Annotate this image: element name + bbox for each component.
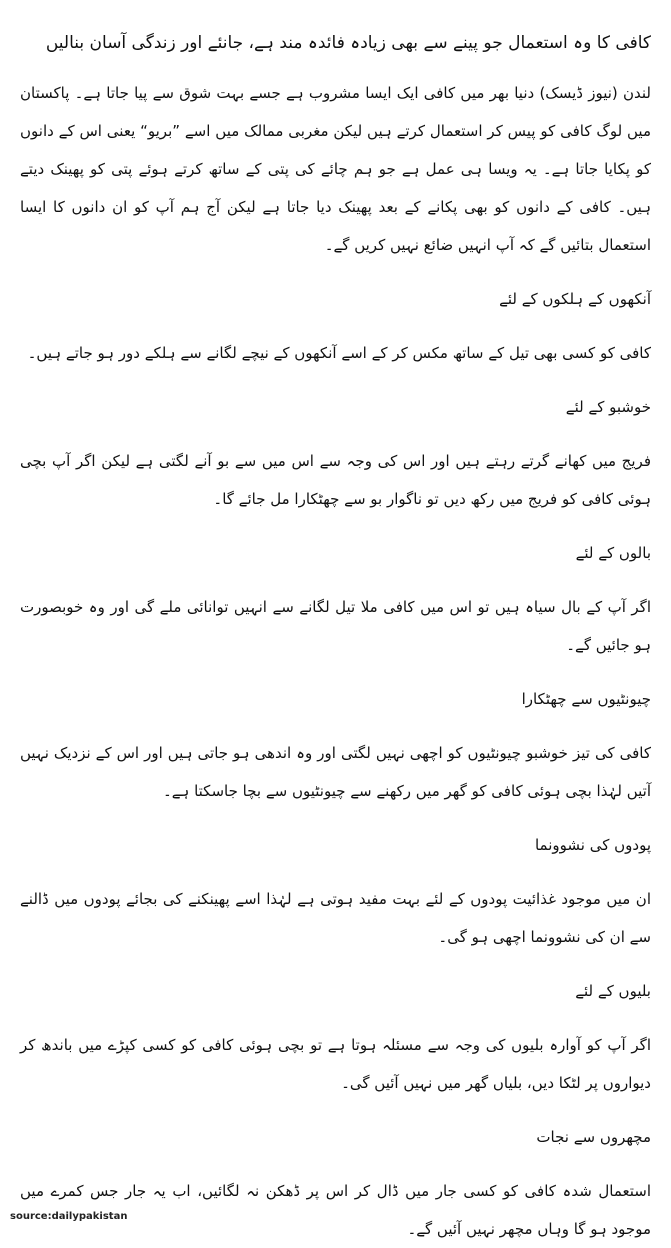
section-heading-eye-circles: آنکھوں کے ہلکوں کے لئے xyxy=(499,290,651,308)
intro-paragraph: لندن (نیوز ڈیسک) دنیا بھر میں کافی ایک ایسا مشروب ہے جسے بہت شوق سے پیا جاتا ہے۔ پاکستان میں لوگ کافی کو پیس کر استعمال کرتے ہیں لیکن مغربی ممالک میں اسے ”بریو“ یعنی اس کے دانوں کو پکایا جاتا ہے۔ یہ ویسا ہی عمل ہے جو ہم چائے کی پتی کے ساتھ کرتے ہوئے پتی کو پھینک دیتے ہیں۔ کافی کے دانوں کو بھی پکانے کے بعد پھینک دیا جاتا ہے لیکن آج ہم آپ کو ان دانوں کا ایسا استعمال بتائیں گے کہ آپ انہیں ضائع نہیں کریں گے۔ xyxy=(20,84,651,254)
section-body-plants: ان میں موجود غذائیت پودوں کے لئے بہت مفید ہوتی ہے لہٰذا اسے پھینکنے کی بجائے پودوں میں ڈالنے سے ان کی نشوونما اچھی ہو گی۔ xyxy=(20,890,651,946)
section-heading-cats: بلیوں کے لئے xyxy=(575,982,651,1000)
section-heading-hair: بالوں کے لئے xyxy=(575,544,651,562)
section-body-hair: اگر آپ کے بال سیاہ ہیں تو اس میں کافی ملا تیل لگانے سے انہیں توانائی ملے گی اور وہ خوبصورت ہو جائیں گے۔ xyxy=(20,598,651,654)
section-heading-mosquitoes: مچھروں سے نجات xyxy=(536,1128,651,1146)
section-heading-plants: پودوں کی نشوونما xyxy=(534,836,651,854)
section-heading-fragrance: خوشبو کے لئے xyxy=(565,398,651,416)
section-body-cats: اگر آپ کو آوارہ بلیوں کی وجہ سے مسئلہ ہوتا ہے تو بچی ہوئی کافی کو کسی کپڑے میں باندھ کر دیواروں پر لٹکا دیں، بلیاں گھر میں نہیں آئیں گی۔ xyxy=(20,1036,651,1092)
section-body-fragrance: فریج میں کھانے گرتے رہتے ہیں اور اس کی وجہ سے اس میں سے بو آنے لگتی ہے لیکن اگر آپ بچی ہوئی کافی کو فریج میں رکھ دیں تو ناگوار بو سے چھٹکارا مل جائے گا۔ xyxy=(20,452,651,508)
source-credit: source:dailypakistan xyxy=(10,1211,128,1222)
section-body-mosquitoes: استعمال شدہ کافی کو کسی جار میں ڈال کر اس پر ڈھکن نہ لگائیں، اب یہ جار جس کمرے میں موجود ہو گا وہاں مچھر نہیں آئیں گے۔ xyxy=(20,1182,651,1238)
section-body-ants: کافی کی تیز خوشبو چیونٹیوں کو اچھی نہیں لگتی اور وہ اندھی ہو جاتی ہیں اور اس کے نزدیک نہیں آتیں لہٰذا بچی ہوئی کافی کو گھر میں رکھنے سے چیونٹیوں سے بچا جاسکتا ہے۔ xyxy=(20,744,651,800)
section-body-eye-circles: کافی کو کسی بھی تیل کے ساتھ مکس کر کے اسے آنکھوں کے نیچے لگانے سے ہلکے دور ہو جاتے ہیں۔ xyxy=(27,344,651,362)
section-heading-ants: چیونٹیوں سے چھٹکارا xyxy=(521,690,651,708)
article-title: کافی کا وہ استعمال جو پینے سے بھی زیادہ فائدہ مند ہے، جانئے اور زندگی آسان بنالیں xyxy=(45,33,651,53)
